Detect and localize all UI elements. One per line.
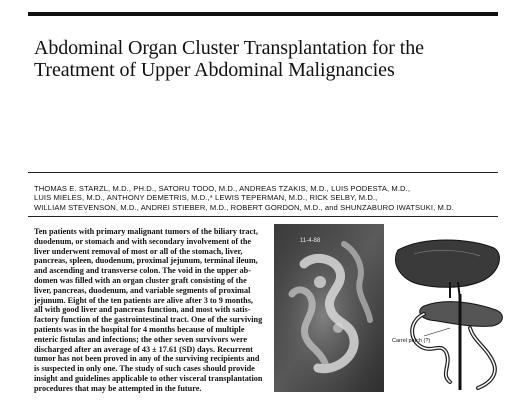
abstract-line: tumor has not been proved in any of the surviving recipients and (34, 354, 260, 364)
author-rule-bottom (28, 216, 498, 217)
abstract-line: patients was in the hospital for 4 months because of multiple (34, 324, 245, 334)
abstract-line: liver, pancreas, duodenum, and variable segments of proximal (34, 285, 251, 295)
article-title (34, 37, 504, 81)
abstract-line: discharged after an average of 43 ± 17.61 (SD) days. Recurrent (34, 344, 253, 354)
abstract (34, 227, 272, 394)
title-line-1: Abdominal Organ Cluster Transplantation for the (34, 37, 424, 59)
abstract-line: duodenum, or stomach and with secondary involvement of the (34, 236, 252, 246)
abstract-line: pancreas, spleen, duodenum, proximal jejunum, terminal ileum, (34, 256, 258, 266)
abstract-line: domen was filled with an organ cluster graft consisting of the (34, 275, 247, 285)
author-line-2: LUIS MIELES, M.D., ANTHONY DEMETRIS, M.D.,* LEWIS TEPERMAN, M.D., RICK SELBY, M.D., (34, 193, 378, 203)
abstract-line: insight and guidelines applicable to other visceral transplantation (34, 373, 263, 383)
abstract-line: liver underwent removal of most or all of the stomach, liver, (34, 246, 243, 256)
abstract-line: Ten patients with primary malignant tumors of the biliary tract, (34, 227, 258, 236)
author-line-1: THOMAS E. STARZL, M.D., PH.D., SATORU TODO, M.D., ANDREAS TZAKIS, M.D., LUIS PODESTA, M.D., (34, 184, 411, 193)
figure-xray-and-diagram (274, 224, 519, 394)
abstract-line: and ascending and transverse colon. The void in the upper ab- (34, 266, 251, 276)
abstract-line: all with good liver and pancreas function, and most with satis- (34, 305, 251, 315)
author-rule-top (28, 172, 498, 173)
abstract-line: jejunum. Eight of the ten patients are alive after 3 to 9 months, (34, 295, 253, 305)
title-line-2: Treatment of Upper Abdominal Malignancies (34, 59, 395, 81)
organ-cluster-diagram (384, 224, 519, 392)
xray-date-label: 11-4-88 (300, 238, 321, 244)
diagram-label: Carrel patch (?) (392, 338, 431, 344)
header-rule (28, 12, 498, 16)
abstract-line: factory function of the gastrointestinal tract. One of the surviving (34, 315, 263, 325)
abstract-line: procedures that may be attempted in the future. (34, 383, 202, 393)
author-line-3: WILLIAM STEVENSON, M.D., ANDREI STIEBER, M.D., ROBERT GORDON, M.D., and SHUNZABURO IWATSUKI, M.D. (34, 202, 454, 212)
abstract-line: is suspected in only one. The study of such cases should provide (34, 364, 255, 374)
abstract-line: enteric fistulas and infections; the other seven survivors were (34, 334, 247, 344)
xray-image (274, 224, 384, 392)
author-list (34, 184, 504, 212)
